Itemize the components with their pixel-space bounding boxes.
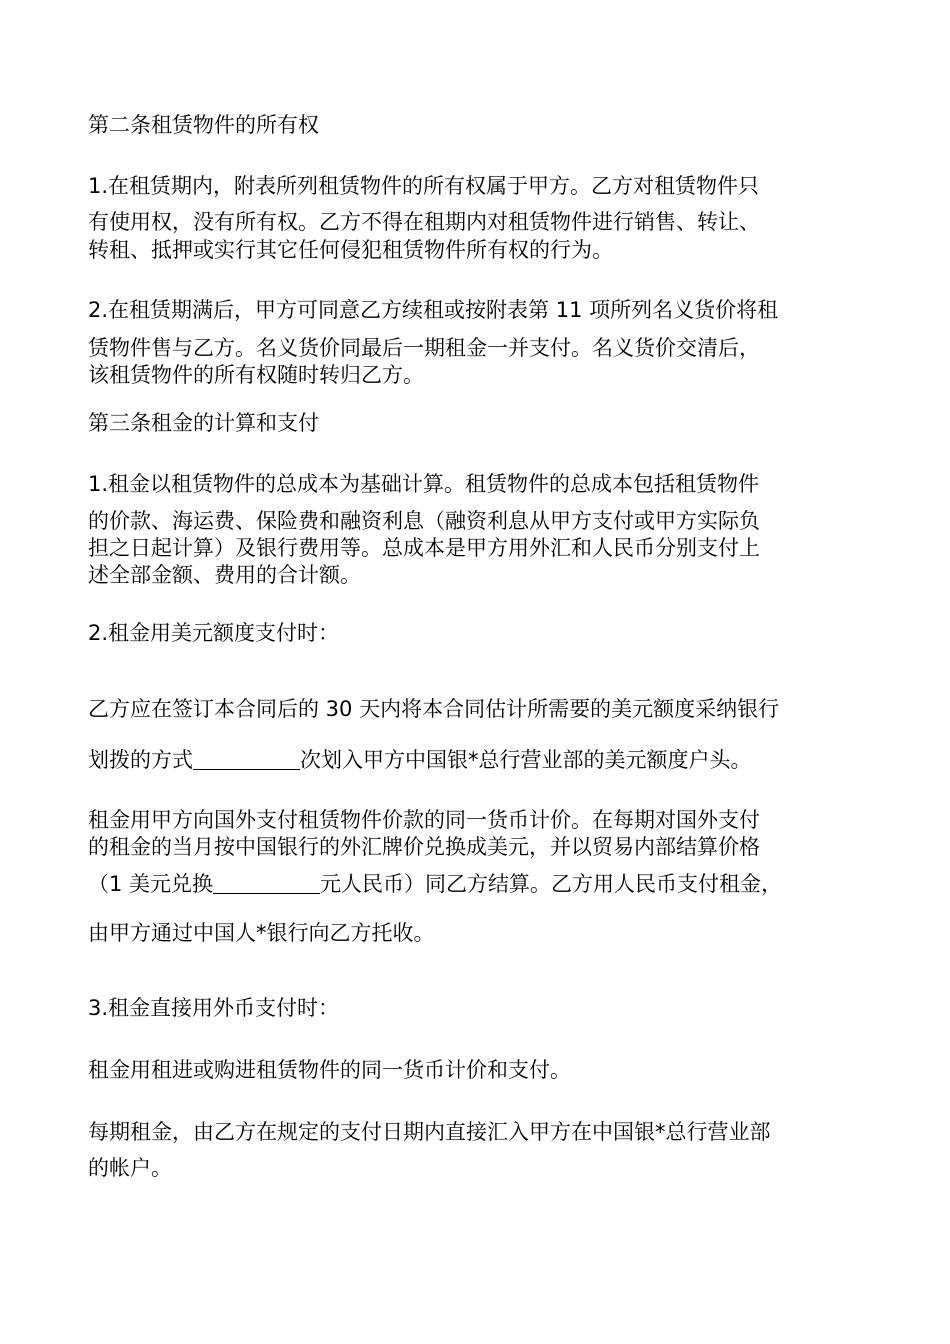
text-line: 乙方应在签订本合同后的 30 天内将本合同估计所需要的美元额度采纳银行 bbox=[88, 697, 780, 721]
text-line: 担之日起计算）及银行费用等。总成本是甲方用外汇和人民币分别支付上 bbox=[88, 536, 760, 560]
text-line bbox=[88, 749, 752, 771]
text-line: 转租、抵押或实行其它任何侵犯租赁物件所有权的行为。 bbox=[88, 238, 613, 262]
text-line: 每期租金，由乙方在规定的支付日期内直接汇入甲方在中国银*总行营业部 bbox=[88, 1120, 771, 1144]
text-span: （1 美元兑换 bbox=[88, 872, 214, 896]
section-heading-3: 第三条租金的计算和支付 bbox=[88, 411, 319, 435]
text-line: 该租赁物件的所有权随时转归乙方。 bbox=[88, 363, 424, 387]
section-heading-2: 第二条租赁物件的所有权 bbox=[88, 113, 319, 137]
text-line: 由甲方通过中国人*银行向乙方托收。 bbox=[88, 921, 435, 945]
fill-in-blank bbox=[213, 873, 320, 894]
paragraph-rent-3-heading: 3.租金直接用外币支付时： bbox=[88, 996, 340, 1020]
text-line: 述全部金额、费用的合计额。 bbox=[88, 563, 361, 587]
text-span: 次划入甲方中国银*总行营业部的美元额度户头。 bbox=[300, 748, 752, 772]
text-line: 1.在租赁期内，附表所列租赁物件的所有权属于甲方。乙方对租赁物件只 bbox=[88, 174, 760, 198]
text-line: 2.在租赁期满后，甲方可同意乙方续租或按附表第 11 项所列名义货价将租 bbox=[88, 298, 779, 322]
text-line: 1.租金以租赁物件的总成本为基础计算。租赁物件的总成本包括租赁物件 bbox=[88, 472, 760, 496]
text-span: 元人民币）同乙方结算。乙方用人民币支付租金， bbox=[320, 872, 783, 896]
fill-in-blank bbox=[193, 749, 300, 770]
text-line: 的价款、海运费、保险费和融资利息（融资利息从甲方支付或甲方实际负 bbox=[88, 509, 760, 533]
text-line: 的帐户。 bbox=[88, 1156, 172, 1180]
text-span: 划拨的方式 bbox=[88, 748, 193, 772]
text-line: 租金用甲方向国外支付租赁物件价款的同一货币计价。在每期对国外支付 bbox=[88, 808, 760, 832]
text-line: 赁物件售与乙方。名义货价同最后一期租金一并支付。名义货价交清后， bbox=[88, 336, 760, 360]
paragraph-rent-2-heading: 2.租金用美元额度支付时： bbox=[88, 621, 340, 645]
text-line bbox=[88, 873, 782, 895]
text-line: 的租金的当月按中国银行的外汇牌价兑换成美元，并以贸易内部结算价格 bbox=[88, 835, 760, 859]
text-line: 有使用权，没有所有权。乙方不得在租期内对租赁物件进行销售、转让、 bbox=[88, 210, 760, 234]
paragraph-foreign-currency: 租金用租进或购进租赁物件的同一货币计价和支付。 bbox=[88, 1058, 571, 1082]
